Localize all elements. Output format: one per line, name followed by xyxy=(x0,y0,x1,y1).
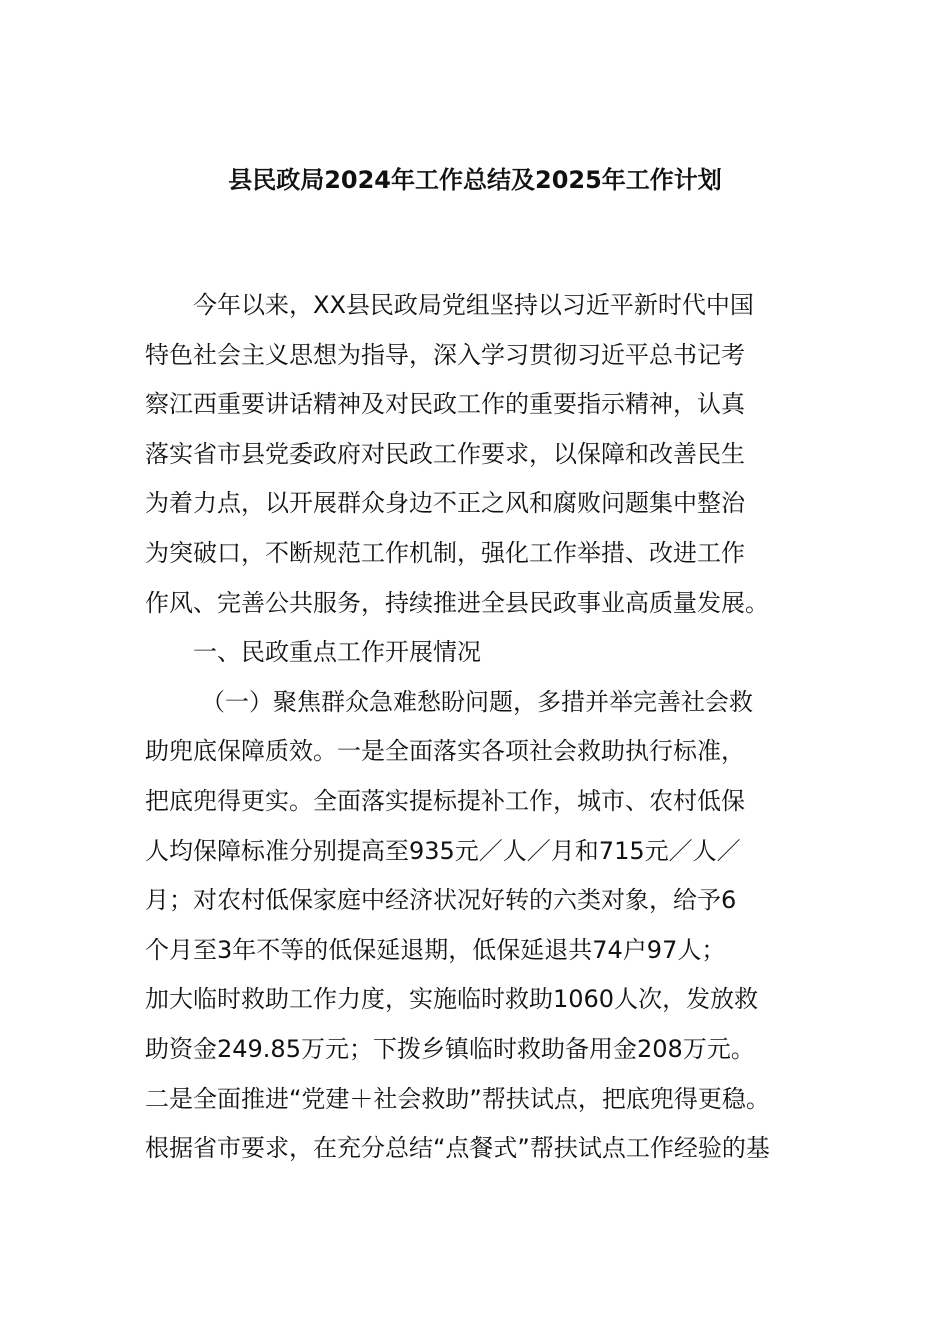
paragraph-line: 二是全面推进“党建＋社会救助”帮扶试点，把底兜得更稳。 xyxy=(145,1084,770,1113)
paragraph-line: （一）聚焦群众急难愁盼问题，多措并举完善社会救 xyxy=(201,687,753,716)
paragraph-line: 助资金249.85万元；下拨乡镇临时救助备用金208万元。 xyxy=(145,1034,755,1063)
document-title: 县民政局2024年工作总结及2025年工作计划 xyxy=(228,166,722,194)
paragraph-line: 为着力点，以开展群众身边不正之风和腐败问题集中整治 xyxy=(145,489,745,518)
paragraph-line: 加大临时救助工作力度，实施临时救助1060人次，发放救 xyxy=(145,985,759,1014)
paragraph-line: 今年以来，XX县民政局党组坚持以习近平新时代中国 xyxy=(193,291,754,319)
paragraph-line: 人均保障标准分别提高至935元／人／月和715元／人／ xyxy=(145,836,741,865)
paragraph-line: 根据省市要求，在充分总结“点餐式”帮扶试点工作经验的基 xyxy=(145,1134,770,1163)
paragraph-line: 落实省市县党委政府对民政工作要求，以保障和改善民生 xyxy=(145,439,745,468)
paragraph-line: 察江西重要讲话精神及对民政工作的重要指示精神，认真 xyxy=(145,390,745,419)
paragraph-line: 特色社会主义思想为指导，深入学习贯彻习近平总书记考 xyxy=(145,340,745,369)
section-heading: 一、民政重点工作开展情况 xyxy=(193,638,481,667)
paragraph-line: 作风、完善公共服务，持续推进全县民政事业高质量发展。 xyxy=(145,588,769,617)
paragraph-line: 个月至3年不等的低保延退期，低保延退共74户97人； xyxy=(145,935,726,964)
document-body xyxy=(145,281,810,1174)
paragraph-line: 把底兜得更实。全面落实提标提补工作，城市、农村低保 xyxy=(145,786,745,815)
paragraph-line: 为突破口，不断规范工作机制，强化工作举措、改进工作 xyxy=(145,538,745,567)
paragraph-line: 助兜底保障质效。一是全面落实各项社会救助执行标准， xyxy=(145,737,745,766)
paragraph-line: 月；对农村低保家庭中经济状况好转的六类对象，给予6 xyxy=(145,886,737,915)
